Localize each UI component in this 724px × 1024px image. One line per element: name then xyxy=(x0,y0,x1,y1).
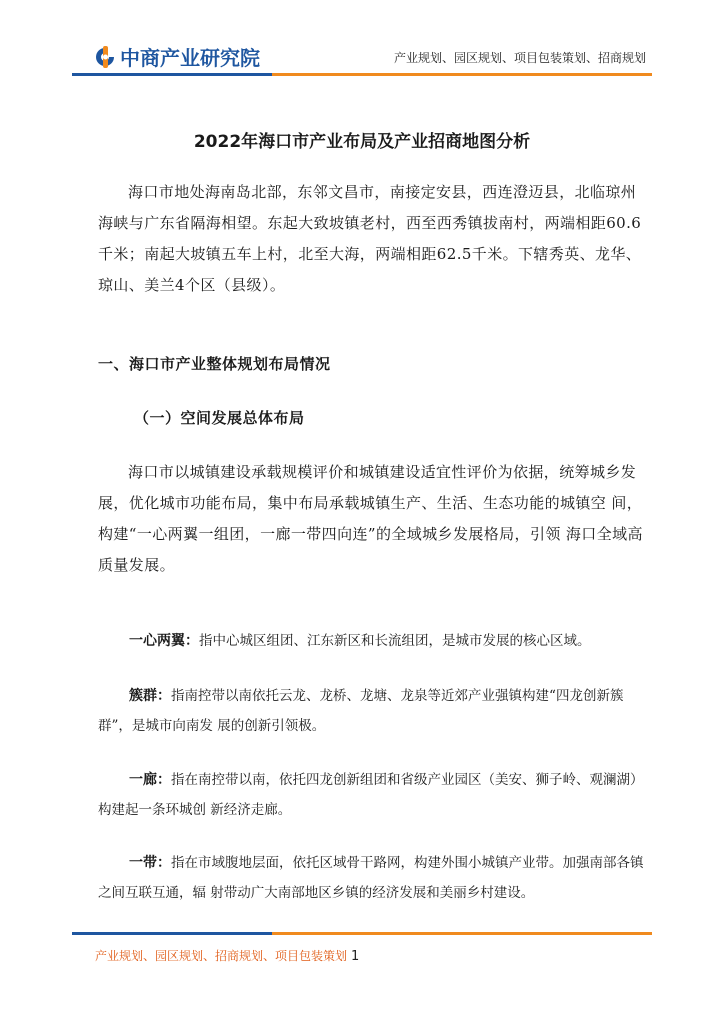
header-divider xyxy=(72,73,652,76)
brand-logo[interactable] xyxy=(93,42,260,71)
term-label: 一心两翼： xyxy=(129,633,200,649)
subsection-body: 海口市以城镇建设承载规模评价和城镇建设适宜性评价为依据，统筹城乡发 展，优化城市功能布局，集中布局承载城镇生产、生活、生态功能的城镇空 间，构建“一心两翼一组团，一廊一带四向连”的全域城乡发展格局，引领 海口全域高质量发展。 xyxy=(98,463,643,574)
page-number: 1 xyxy=(351,949,360,964)
page-footer xyxy=(95,947,359,964)
term-definition xyxy=(98,848,650,908)
brand-logo-icon xyxy=(93,45,117,69)
term-label: 一带： xyxy=(129,855,172,871)
term-definition xyxy=(98,681,650,741)
subsection-heading: （一）空间发展总体布局 xyxy=(134,409,305,427)
term-text: 指在南控带以南，依托四龙创新组团和省级产业园区（美安、狮子岭、观澜湖）构建起一条环城创 新经济走廊。 xyxy=(98,772,644,818)
header-tagline: 产业规划、园区规划、项目包装策划、招商规划 xyxy=(393,51,646,65)
footer-divider xyxy=(72,932,652,935)
page-header xyxy=(0,0,724,82)
term-label: 簇群： xyxy=(129,688,172,704)
term-definition xyxy=(98,765,650,825)
term-text: 指中心城区组团、江东新区和长流组团，是城市发展的核心区域。 xyxy=(199,633,591,649)
brand-logo-text: 中商产业研究院 xyxy=(120,46,260,70)
term-label: 一廊： xyxy=(129,772,172,788)
term-text: 指在市域腹地层面，依托区域骨干路网，构建外围小城镇产业带。加强南部各镇之间互联互通，辐 射带动广大南部地区乡镇的经济发展和美丽乡村建设。 xyxy=(98,855,644,901)
document-title: 2022年海口市产业布局及产业招商地图分析 xyxy=(193,132,531,152)
section-heading: 一、海口市产业整体规划布局情况 xyxy=(98,355,331,373)
term-definition xyxy=(98,626,650,656)
intro-paragraph: 海口市地处海南岛北部，东邻文昌市，南接定安县，西连澄迈县，北临琼州海峡与广东省隔海相望。东起大致坡镇老村，西至西秀镇拔南村，两端相距60.6千米；南起大坡镇五车上村，北至大海，两端相距62.5千米。下辖秀英、龙华、琼山、美兰4个区（县级）。 xyxy=(98,183,642,294)
term-text: 指南控带以南依托云龙、龙桥、龙塘、龙泉等近郊产业强镇构建“四龙创新簇群”，是城市向南发 展的创新引领极。 xyxy=(98,688,624,734)
footer-text: 产业规划、园区规划、招商规划、项目包装策划 xyxy=(95,949,348,963)
